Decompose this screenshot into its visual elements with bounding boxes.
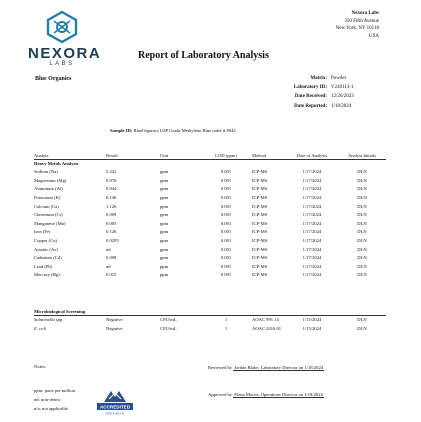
cell-analyst: DLN xyxy=(357,325,367,331)
table-row xyxy=(34,253,386,262)
client-name: Blue Organics xyxy=(35,76,72,82)
cell-method: ICP-MS xyxy=(252,238,268,244)
cell-analyst: DLN xyxy=(357,177,367,183)
meta-label: Matrix: xyxy=(310,76,327,81)
cell-lod: 0.001 xyxy=(220,186,232,192)
lab-country: USA xyxy=(368,33,379,39)
cell-lod: 0.001 xyxy=(220,195,232,201)
cell-result: Negative xyxy=(106,325,123,331)
cell-lod: 0.001 xyxy=(220,220,232,226)
cell-analyte: Salmonella spp. xyxy=(34,317,64,323)
cell-analyte: Iron (Fe) xyxy=(34,229,51,235)
table-row xyxy=(34,262,386,271)
seal-subtext: CERT # 4213.01 xyxy=(105,412,125,416)
col-lod: LOD (ppm) xyxy=(215,153,237,158)
col-result: Result xyxy=(106,153,118,158)
atom-logo-icon xyxy=(44,10,80,44)
table-row xyxy=(34,176,386,185)
meta-value: Powder xyxy=(331,76,347,81)
cell-date: 1/15/2024 xyxy=(302,325,322,331)
cell-unit: ppm xyxy=(160,195,169,201)
table-row xyxy=(34,202,386,211)
cell-analyst: DLN xyxy=(357,195,367,201)
cell-unit: ppm xyxy=(160,169,169,175)
cell-result: 0.070 xyxy=(106,177,117,183)
cell-lod: 0.001 xyxy=(220,272,232,278)
table-row xyxy=(34,324,386,333)
section-microbiological: Microbiological Screening xyxy=(34,308,386,316)
cell-unit: ppm xyxy=(160,212,169,218)
report-meta xyxy=(286,74,354,111)
cell-lod: 1 xyxy=(224,325,228,331)
cell-date: 1/17/2024 xyxy=(302,246,322,252)
cell-analyst: DLN xyxy=(357,186,367,192)
sample-label: Sample ID: xyxy=(110,128,133,133)
cell-analyst: DLN xyxy=(357,220,367,226)
table-row xyxy=(34,185,386,194)
cell-method: ICP-MS xyxy=(252,229,268,235)
cell-date: 1/17/2024 xyxy=(302,263,322,269)
cell-method: ICP-MS xyxy=(252,263,268,269)
cell-unit: ppm xyxy=(160,238,169,244)
col-unit: Unit xyxy=(160,153,169,158)
cell-lod: 0.001 xyxy=(220,263,232,269)
cell-analyte: Manganese (Mn) xyxy=(34,220,66,226)
cell-method: ICP-MS xyxy=(252,220,268,226)
cell-date: 1/17/2024 xyxy=(302,255,322,261)
section-heavy-metals: Heavy Metals Analysis xyxy=(34,161,79,167)
cell-date: 1/17/2024 xyxy=(302,220,322,226)
cell-method: ICP-MS xyxy=(252,186,268,192)
cell-analyst: DLN xyxy=(357,229,367,235)
review-prefix: Reviewed by xyxy=(208,365,233,370)
cell-lod: 0.001 xyxy=(220,177,232,183)
cell-lod: 0.001 xyxy=(220,238,232,244)
cell-result: 0.003 xyxy=(106,220,117,226)
meta-value: 12/26/2023 xyxy=(331,94,354,100)
cell-analyst: DLN xyxy=(357,246,367,252)
table-row xyxy=(34,271,386,280)
table-row xyxy=(34,168,386,177)
micro-rows xyxy=(34,316,386,333)
cell-unit: ppm xyxy=(160,177,169,183)
col-method: Method xyxy=(252,153,267,158)
cell-result: 0.044 xyxy=(106,186,117,192)
abbreviations xyxy=(34,386,75,414)
table-header xyxy=(34,152,386,160)
table-row xyxy=(34,210,386,219)
accreditation-seal-icon xyxy=(95,387,135,417)
results-table xyxy=(34,152,386,279)
abbr-nd: nd: non-detect xyxy=(34,397,61,403)
cell-result: 0.146 xyxy=(106,195,117,201)
cell-lod: 0.001 xyxy=(220,229,232,235)
sample-id xyxy=(110,128,236,133)
col-analyst: Analyst Initials xyxy=(347,153,377,158)
cell-analyst: DLN xyxy=(357,169,367,175)
cell-result: nd xyxy=(106,246,111,252)
cell-analyte: Chromium (Cr) xyxy=(34,212,63,218)
lab-city: New York, NY 10118 xyxy=(335,26,379,31)
meta-label: Date Reported: xyxy=(294,103,327,109)
cell-lod: 0.001 xyxy=(220,203,232,209)
accreditation-seal xyxy=(95,387,135,417)
table-row xyxy=(34,228,386,237)
cell-unit: ppm xyxy=(160,272,169,278)
abbr-na: n/a: not applicable xyxy=(34,406,68,412)
company-name: NEXORA xyxy=(28,45,102,62)
cell-analyte: Lead (Pb) xyxy=(34,263,53,269)
cell-result: 0.008 xyxy=(106,255,117,261)
cell-analyst: DLN xyxy=(357,317,367,323)
approve-prefix: Approved by xyxy=(208,392,233,397)
cell-unit: ppm xyxy=(160,263,169,269)
seal-text: ACCREDITED xyxy=(99,404,131,410)
cell-analyst: DLN xyxy=(357,212,367,218)
meta-label: Date Received: xyxy=(294,94,327,100)
approve-name: Elena Morris, Operations Director on 1/18/2024 xyxy=(234,392,323,397)
abbr-ppm: ppm: parts per million xyxy=(34,388,75,393)
cell-method: ICP-MS xyxy=(252,195,268,201)
cell-lod: 0.001 xyxy=(220,212,232,218)
lab-name: Nexora Labs xyxy=(351,11,379,16)
cell-analyte: Cadmium (Cd) xyxy=(34,255,62,261)
cell-result: 0.126 xyxy=(106,229,117,235)
cell-date: 1/17/2024 xyxy=(302,203,322,209)
table-row xyxy=(34,236,386,245)
cell-analyst: DLN xyxy=(357,238,367,244)
meta-label: Laboratory ID: xyxy=(293,85,327,91)
meta-row xyxy=(286,92,354,101)
cell-date: 1/17/2024 xyxy=(302,229,322,235)
cell-date: 1/17/2024 xyxy=(302,272,322,278)
cell-method: AOAC 2016.01 xyxy=(252,325,282,331)
cell-date: 1/17/2024 xyxy=(302,186,322,192)
cell-result: 1.126 xyxy=(106,203,117,209)
cell-date: 1/15/2024 xyxy=(302,317,322,323)
cell-unit: CFU/mL xyxy=(160,325,177,331)
sample-value: BlueOrganics USP Grade Methylene Blue order # 8942 xyxy=(133,128,236,133)
table-row xyxy=(34,316,386,325)
cell-analyte: Magnesium (Mg) xyxy=(34,177,67,183)
cell-method: AOAC 991.14 xyxy=(252,317,279,323)
cell-lod: 0.001 xyxy=(220,255,232,261)
cell-analyte: E. coli xyxy=(34,325,46,331)
micro-table xyxy=(34,308,386,333)
cell-method: ICP-MS xyxy=(252,246,268,252)
cell-result: 0.015 xyxy=(106,272,117,278)
company-tagline: LABS xyxy=(49,61,75,67)
cell-unit: ppm xyxy=(160,220,169,226)
cell-lod: 0.001 xyxy=(220,246,232,252)
meta-row xyxy=(286,83,354,92)
col-date: Date of Analysis xyxy=(296,153,328,158)
cell-result: 0.0295 xyxy=(106,238,119,244)
table-row xyxy=(34,245,386,254)
lab-street: 350 Fifth Avenue xyxy=(344,18,379,24)
cell-analyte: Sodium (Na) xyxy=(34,169,58,175)
heavy-metals-rows xyxy=(34,168,386,280)
cell-unit: ppm xyxy=(160,229,169,235)
cell-analyst: DLN xyxy=(357,255,367,261)
cell-unit: CFU/mL xyxy=(160,317,177,323)
report-title: Report of Laboratory Analysis xyxy=(138,50,269,61)
cell-result: 0.009 xyxy=(106,212,117,218)
cell-analyte: Copper (Cu) xyxy=(34,238,58,244)
meta-row xyxy=(286,102,354,111)
cell-method: ICP-MS xyxy=(252,169,268,175)
cell-analyte: Arsenic (As) xyxy=(34,246,58,252)
cell-unit: ppm xyxy=(160,186,169,192)
cell-method: ICP-MS xyxy=(252,272,268,278)
cell-analyst: DLN xyxy=(357,263,367,269)
cell-analyst: DLN xyxy=(357,272,367,278)
approve-signature xyxy=(208,392,324,398)
cell-date: 1/17/2024 xyxy=(302,212,322,218)
company-logo xyxy=(28,10,102,68)
cell-date: 1/17/2024 xyxy=(302,238,322,244)
review-signature xyxy=(208,365,324,371)
lab-address xyxy=(336,10,379,40)
notes-label: Notes: xyxy=(34,364,46,369)
meta-value: V240113-1 xyxy=(331,85,354,91)
cell-unit: ppm xyxy=(160,203,169,209)
meta-row xyxy=(286,74,354,83)
cell-analyte: Potassium (K) xyxy=(34,195,61,201)
cell-method: ICP-MS xyxy=(252,255,268,261)
cell-lod: 0.001 xyxy=(220,169,232,175)
meta-value: 1/18/2024 xyxy=(331,103,352,109)
cell-date: 1/17/2024 xyxy=(302,195,322,201)
cell-method: ICP-MS xyxy=(252,177,268,183)
cell-method: ICP-MS xyxy=(252,203,268,209)
table-row xyxy=(34,219,386,228)
cell-date: 1/17/2024 xyxy=(302,177,322,183)
review-name: Jordan Blake, Laboratory Director on 1/18/2024 xyxy=(234,365,324,370)
cell-date: 1/17/2024 xyxy=(302,169,322,175)
cell-unit: ppm xyxy=(160,255,169,261)
cell-analyte: Aluminum (Al) xyxy=(34,186,63,192)
cell-analyte: Calcium (Ca) xyxy=(34,203,59,209)
cell-result: 5.232 xyxy=(106,169,117,175)
cell-unit: ppm xyxy=(160,246,169,252)
cell-result: Negative xyxy=(106,317,123,323)
cell-lod: 1 xyxy=(224,317,228,323)
col-analyte: Analyte xyxy=(34,153,49,158)
cell-analyst: DLN xyxy=(357,203,367,209)
cell-method: ICP-MS xyxy=(252,212,268,218)
table-row xyxy=(34,193,386,202)
cell-analyte: Mercury (Hg) xyxy=(34,272,60,278)
cell-result: nd xyxy=(106,263,111,269)
